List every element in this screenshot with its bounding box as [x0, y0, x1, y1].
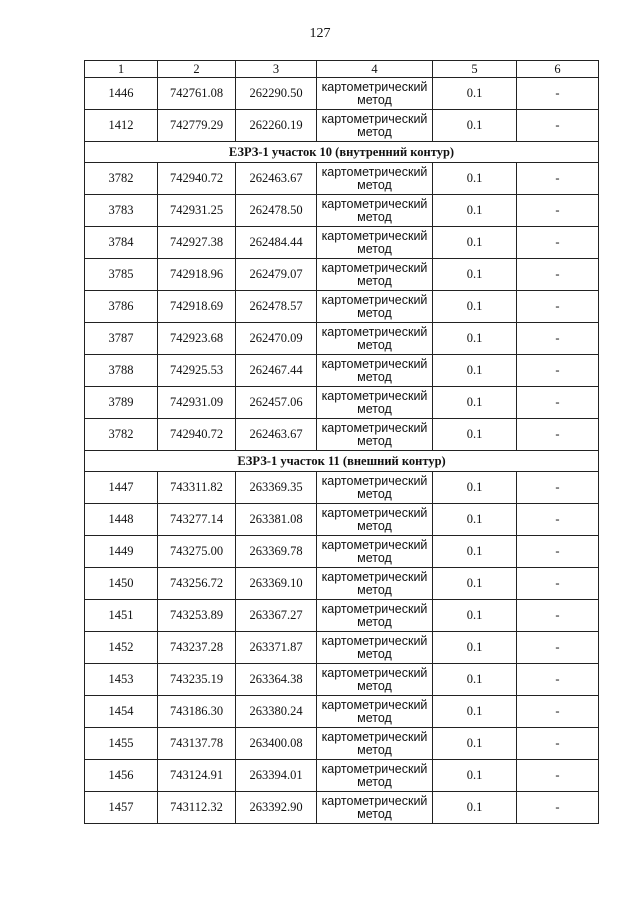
- x-coordinate-cell: 742940.72: [158, 163, 236, 195]
- method-cell: [317, 664, 433, 696]
- point-number-cell: 3784: [85, 227, 158, 259]
- x-coordinate-cell: 743311.82: [158, 472, 236, 504]
- method-text-line2: метод: [357, 774, 392, 789]
- note-cell: -: [517, 259, 599, 291]
- point-number-cell: 3789: [85, 387, 158, 419]
- table-header-row: [85, 61, 599, 78]
- y-coordinate-cell: 262260.19: [236, 110, 317, 142]
- method-text-line2: метод: [357, 518, 392, 533]
- x-coordinate-cell: 742779.29: [158, 110, 236, 142]
- table-body: [85, 78, 599, 824]
- x-coordinate-cell: 742927.38: [158, 227, 236, 259]
- point-number-cell: 1450: [85, 568, 158, 600]
- table-row: [85, 163, 599, 195]
- y-coordinate-cell: 262478.50: [236, 195, 317, 227]
- method-text-line1: картометрический: [321, 111, 428, 126]
- section-title: ЕЗРЗ-1 участок 10 (внутренний контур): [85, 142, 599, 163]
- method-cell: [317, 355, 433, 387]
- method-text-line2: метод: [357, 582, 392, 597]
- column-header: 4: [317, 61, 433, 78]
- note-cell: -: [517, 504, 599, 536]
- method-cell: [317, 110, 433, 142]
- method-text-line1: картометрический: [321, 324, 428, 339]
- point-number-cell: 1449: [85, 536, 158, 568]
- accuracy-cell: 0.1: [433, 291, 517, 323]
- note-cell: -: [517, 387, 599, 419]
- y-coordinate-cell: 262463.67: [236, 163, 317, 195]
- method-cell: [317, 227, 433, 259]
- x-coordinate-cell: 742931.25: [158, 195, 236, 227]
- table-row: [85, 696, 599, 728]
- table-row: [85, 536, 599, 568]
- table-row: [85, 664, 599, 696]
- method-cell: [317, 568, 433, 600]
- accuracy-cell: 0.1: [433, 568, 517, 600]
- method-text-line2: метод: [357, 806, 392, 821]
- table-row: [85, 600, 599, 632]
- method-cell: [317, 78, 433, 110]
- method-text-line1: картометрический: [321, 569, 428, 584]
- method-text-line1: картометрический: [321, 761, 428, 776]
- y-coordinate-cell: 263367.27: [236, 600, 317, 632]
- column-header: 6: [517, 61, 599, 78]
- method-text-line2: метод: [357, 273, 392, 288]
- note-cell: -: [517, 419, 599, 451]
- y-coordinate-cell: 263371.87: [236, 632, 317, 664]
- x-coordinate-cell: 743237.28: [158, 632, 236, 664]
- table-row: [85, 419, 599, 451]
- point-number-cell: 3782: [85, 163, 158, 195]
- method-text-line1: картометрический: [321, 793, 428, 808]
- method-text-line1: картометрический: [321, 164, 428, 179]
- method-cell: [317, 387, 433, 419]
- x-coordinate-cell: 742761.08: [158, 78, 236, 110]
- method-text-line2: метод: [357, 550, 392, 565]
- method-text-line2: метод: [357, 401, 392, 416]
- table-row: [85, 195, 599, 227]
- table-row: [85, 291, 599, 323]
- accuracy-cell: 0.1: [433, 163, 517, 195]
- y-coordinate-cell: 262467.44: [236, 355, 317, 387]
- y-coordinate-cell: 263369.78: [236, 536, 317, 568]
- y-coordinate-cell: 263380.24: [236, 696, 317, 728]
- note-cell: -: [517, 78, 599, 110]
- accuracy-cell: 0.1: [433, 472, 517, 504]
- table-row: [85, 323, 599, 355]
- y-coordinate-cell: 262470.09: [236, 323, 317, 355]
- accuracy-cell: 0.1: [433, 504, 517, 536]
- method-text-line1: картометрический: [321, 356, 428, 371]
- x-coordinate-cell: 743256.72: [158, 568, 236, 600]
- y-coordinate-cell: 262478.57: [236, 291, 317, 323]
- method-text-line1: картометрический: [321, 260, 428, 275]
- accuracy-cell: 0.1: [433, 323, 517, 355]
- note-cell: -: [517, 163, 599, 195]
- table-row: [85, 760, 599, 792]
- x-coordinate-cell: 743277.14: [158, 504, 236, 536]
- accuracy-cell: 0.1: [433, 419, 517, 451]
- column-header: 3: [236, 61, 317, 78]
- method-cell: [317, 195, 433, 227]
- method-cell: [317, 632, 433, 664]
- method-cell: [317, 760, 433, 792]
- point-number-cell: 1456: [85, 760, 158, 792]
- method-text-line2: метод: [357, 92, 392, 107]
- note-cell: -: [517, 600, 599, 632]
- x-coordinate-cell: 743275.00: [158, 536, 236, 568]
- note-cell: -: [517, 110, 599, 142]
- x-coordinate-cell: 743124.91: [158, 760, 236, 792]
- note-cell: -: [517, 195, 599, 227]
- note-cell: -: [517, 728, 599, 760]
- note-cell: -: [517, 632, 599, 664]
- x-coordinate-cell: 742931.09: [158, 387, 236, 419]
- table-row: [85, 728, 599, 760]
- point-number-cell: 3785: [85, 259, 158, 291]
- accuracy-cell: 0.1: [433, 355, 517, 387]
- method-text-line2: метод: [357, 337, 392, 352]
- method-cell: [317, 504, 433, 536]
- y-coordinate-cell: 262479.07: [236, 259, 317, 291]
- accuracy-cell: 0.1: [433, 632, 517, 664]
- accuracy-cell: 0.1: [433, 195, 517, 227]
- accuracy-cell: 0.1: [433, 387, 517, 419]
- table-row: [85, 792, 599, 824]
- column-header: 1: [85, 61, 158, 78]
- point-number-cell: 3782: [85, 419, 158, 451]
- note-cell: -: [517, 227, 599, 259]
- table-row: [85, 227, 599, 259]
- y-coordinate-cell: 263369.10: [236, 568, 317, 600]
- y-coordinate-cell: 262457.06: [236, 387, 317, 419]
- method-text-line1: картометрический: [321, 537, 428, 552]
- table-row: [85, 110, 599, 142]
- note-cell: -: [517, 664, 599, 696]
- table-row: [85, 259, 599, 291]
- accuracy-cell: 0.1: [433, 227, 517, 259]
- point-number-cell: 1455: [85, 728, 158, 760]
- point-number-cell: 1447: [85, 472, 158, 504]
- method-text-line2: метод: [357, 369, 392, 384]
- accuracy-cell: 0.1: [433, 259, 517, 291]
- method-cell: [317, 323, 433, 355]
- section-heading-row: [85, 142, 599, 163]
- accuracy-cell: 0.1: [433, 792, 517, 824]
- table-row: [85, 387, 599, 419]
- y-coordinate-cell: 263394.01: [236, 760, 317, 792]
- note-cell: -: [517, 696, 599, 728]
- y-coordinate-cell: 262290.50: [236, 78, 317, 110]
- point-number-cell: 1457: [85, 792, 158, 824]
- method-text-line1: картометрический: [321, 473, 428, 488]
- x-coordinate-cell: 743137.78: [158, 728, 236, 760]
- section-title: ЕЗРЗ-1 участок 11 (внешний контур): [85, 451, 599, 472]
- method-text-line1: картометрический: [321, 665, 428, 680]
- accuracy-cell: 0.1: [433, 760, 517, 792]
- note-cell: -: [517, 291, 599, 323]
- method-cell: [317, 291, 433, 323]
- method-text-line2: метод: [357, 241, 392, 256]
- method-cell: [317, 163, 433, 195]
- y-coordinate-cell: 262463.67: [236, 419, 317, 451]
- method-cell: [317, 536, 433, 568]
- note-cell: -: [517, 472, 599, 504]
- method-text-line1: картометрический: [321, 196, 428, 211]
- x-coordinate-cell: 743253.89: [158, 600, 236, 632]
- x-coordinate-cell: 742918.96: [158, 259, 236, 291]
- point-number-cell: 1446: [85, 78, 158, 110]
- note-cell: -: [517, 760, 599, 792]
- point-number-cell: 3786: [85, 291, 158, 323]
- method-text-line1: картометрический: [321, 601, 428, 616]
- section-heading-row: [85, 451, 599, 472]
- point-number-cell: 3783: [85, 195, 158, 227]
- method-text-line1: картометрический: [321, 79, 428, 94]
- y-coordinate-cell: 263400.08: [236, 728, 317, 760]
- accuracy-cell: 0.1: [433, 728, 517, 760]
- method-text-line2: метод: [357, 433, 392, 448]
- method-text-line2: метод: [357, 209, 392, 224]
- x-coordinate-cell: 742918.69: [158, 291, 236, 323]
- method-text-line2: метод: [357, 646, 392, 661]
- x-coordinate-cell: 743186.30: [158, 696, 236, 728]
- point-number-cell: 3787: [85, 323, 158, 355]
- table-row: [85, 355, 599, 387]
- table-row: [85, 78, 599, 110]
- x-coordinate-cell: 743235.19: [158, 664, 236, 696]
- accuracy-cell: 0.1: [433, 664, 517, 696]
- method-cell: [317, 472, 433, 504]
- y-coordinate-cell: 263392.90: [236, 792, 317, 824]
- accuracy-cell: 0.1: [433, 110, 517, 142]
- point-number-cell: 1453: [85, 664, 158, 696]
- table-row: [85, 504, 599, 536]
- x-coordinate-cell: 743112.32: [158, 792, 236, 824]
- point-number-cell: 1412: [85, 110, 158, 142]
- method-cell: [317, 728, 433, 760]
- method-text-line1: картометрический: [321, 633, 428, 648]
- method-text-line2: метод: [357, 742, 392, 757]
- method-text-line2: метод: [357, 678, 392, 693]
- method-text-line1: картометрический: [321, 420, 428, 435]
- point-number-cell: 3788: [85, 355, 158, 387]
- method-cell: [317, 696, 433, 728]
- x-coordinate-cell: 742940.72: [158, 419, 236, 451]
- accuracy-cell: 0.1: [433, 536, 517, 568]
- method-text-line1: картометрический: [321, 228, 428, 243]
- note-cell: -: [517, 323, 599, 355]
- method-text-line2: метод: [357, 305, 392, 320]
- column-header: 5: [433, 61, 517, 78]
- y-coordinate-cell: 263369.35: [236, 472, 317, 504]
- note-cell: -: [517, 536, 599, 568]
- table-row: [85, 472, 599, 504]
- page-number: 127: [309, 26, 331, 41]
- point-number-cell: 1454: [85, 696, 158, 728]
- note-cell: -: [517, 792, 599, 824]
- y-coordinate-cell: 262484.44: [236, 227, 317, 259]
- method-text-line2: метод: [357, 710, 392, 725]
- y-coordinate-cell: 263381.08: [236, 504, 317, 536]
- note-cell: -: [517, 568, 599, 600]
- accuracy-cell: 0.1: [433, 696, 517, 728]
- table-row: [85, 632, 599, 664]
- method-text-line2: метод: [357, 177, 392, 192]
- point-number-cell: 1448: [85, 504, 158, 536]
- method-cell: [317, 419, 433, 451]
- x-coordinate-cell: 742925.53: [158, 355, 236, 387]
- method-cell: [317, 600, 433, 632]
- point-number-cell: 1451: [85, 600, 158, 632]
- method-cell: [317, 792, 433, 824]
- method-text-line2: метод: [357, 486, 392, 501]
- method-text-line2: метод: [357, 614, 392, 629]
- method-text-line1: картометрический: [321, 505, 428, 520]
- point-number-cell: 1452: [85, 632, 158, 664]
- method-text-line2: метод: [357, 124, 392, 139]
- method-cell: [317, 259, 433, 291]
- method-text-line1: картометрический: [321, 388, 428, 403]
- method-text-line1: картометрический: [321, 697, 428, 712]
- x-coordinate-cell: 742923.68: [158, 323, 236, 355]
- coordinates-table: [84, 60, 599, 824]
- accuracy-cell: 0.1: [433, 600, 517, 632]
- accuracy-cell: 0.1: [433, 78, 517, 110]
- method-text-line1: картометрический: [321, 729, 428, 744]
- method-text-line1: картометрический: [321, 292, 428, 307]
- note-cell: -: [517, 355, 599, 387]
- table-row: [85, 568, 599, 600]
- column-header: 2: [158, 61, 236, 78]
- y-coordinate-cell: 263364.38: [236, 664, 317, 696]
